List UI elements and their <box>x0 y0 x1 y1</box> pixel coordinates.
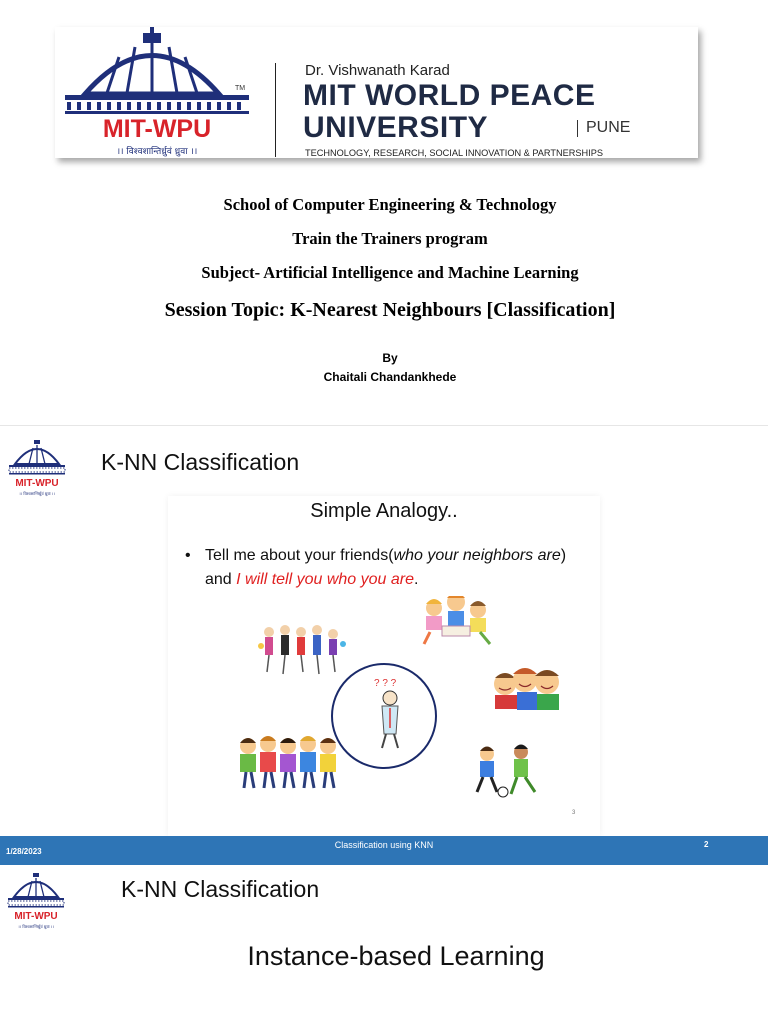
logo-wordmark: MIT-WPU <box>102 115 212 143</box>
bullet-dot: • <box>185 547 191 564</box>
knn-analogy-slide <box>0 425 768 865</box>
title-slide <box>0 0 768 425</box>
banner-tagline: TECHNOLOGY, RESEARCH, SOCIAL INNOVATION & PARTNERSHIPS <box>305 148 603 158</box>
svg-text:।। विश्वशान्तिर्ध्रुवं ध्रुवा: ।। विश्वशान्तिर्ध्रुवं ध्रुवा ।। <box>19 491 55 496</box>
analogy-bullet <box>185 544 595 592</box>
author-name: Chaitali Chandankhede <box>323 370 457 384</box>
footer-title: Classification using KNN <box>334 840 434 850</box>
analogy-content <box>168 496 600 836</box>
bullet-text-2: who your neighbors are <box>393 547 561 564</box>
trademark-mark: TM <box>235 85 246 92</box>
image-page-number: 3 <box>572 810 576 816</box>
mit-wpu-small-logo <box>5 438 69 500</box>
svg-text:MIT-WPU: MIT-WPU <box>15 478 59 489</box>
slide-footer-bar <box>0 836 768 865</box>
bullet-text-4: I will tell you who you are <box>236 571 414 588</box>
subject-line: Subject- Artificial Intelligence and Machine Learning <box>201 263 579 282</box>
banner-separator <box>577 120 578 137</box>
instance-based-learning-slide <box>0 865 768 1024</box>
by-label: By <box>382 351 398 365</box>
analogy-title: Simple Analogy.. <box>310 500 458 522</box>
banner-divider <box>275 63 276 157</box>
mit-wpu-small-logo <box>4 871 68 933</box>
university-banner <box>55 27 698 158</box>
mit-wpu-dome-logo <box>57 27 267 158</box>
slide-title: K-NN Classification <box>121 876 320 902</box>
banner-city: PUNE <box>586 119 631 136</box>
footer-page-number: 2 <box>704 840 709 849</box>
footer-date: 1/28/2023 <box>6 847 42 856</box>
friends-illustration <box>168 596 600 836</box>
friends-arm-in-arm-group-icon <box>240 736 336 788</box>
banner-university-name-line2: UNIVERSITY <box>303 111 489 144</box>
slide-subtitle: Instance-based Learning <box>247 941 545 971</box>
svg-text:।। विश्वशान्तिर्ध्रुवं ध्रुवा: ।। विश्वशान्तिर्ध्रुवं ध्रुवा ।। <box>18 924 54 929</box>
bullet-text-3: ) and <box>205 547 567 588</box>
party-friends-group-icon <box>258 625 346 674</box>
kids-football-group-icon <box>477 745 535 798</box>
smiling-kids-group-icon <box>494 668 559 710</box>
banner-university-name-line1: MIT WORLD PEACE <box>303 79 596 112</box>
slide-title: K-NN Classification <box>101 449 300 475</box>
bullet-text-1: Tell me about your friends( <box>205 547 394 564</box>
confused-person-icon <box>382 691 398 748</box>
banner-prefix: Dr. Vishwanath Karad <box>305 62 450 79</box>
kids-reading-group-icon <box>424 596 490 644</box>
session-topic: Session Topic: K-Nearest Neighbours [Classification] <box>164 299 616 321</box>
school-name: School of Computer Engineering & Technology <box>223 195 557 214</box>
svg-text:MIT-WPU: MIT-WPU <box>14 911 58 922</box>
bullet-text-5: . <box>414 571 419 588</box>
logo-motto: ।। विश्वशान्तिर्ध्रुवं ध्रुवा ।। <box>116 147 198 157</box>
question-marks: ? ? ? <box>374 678 397 689</box>
program-name: Train the Trainers program <box>292 229 488 248</box>
